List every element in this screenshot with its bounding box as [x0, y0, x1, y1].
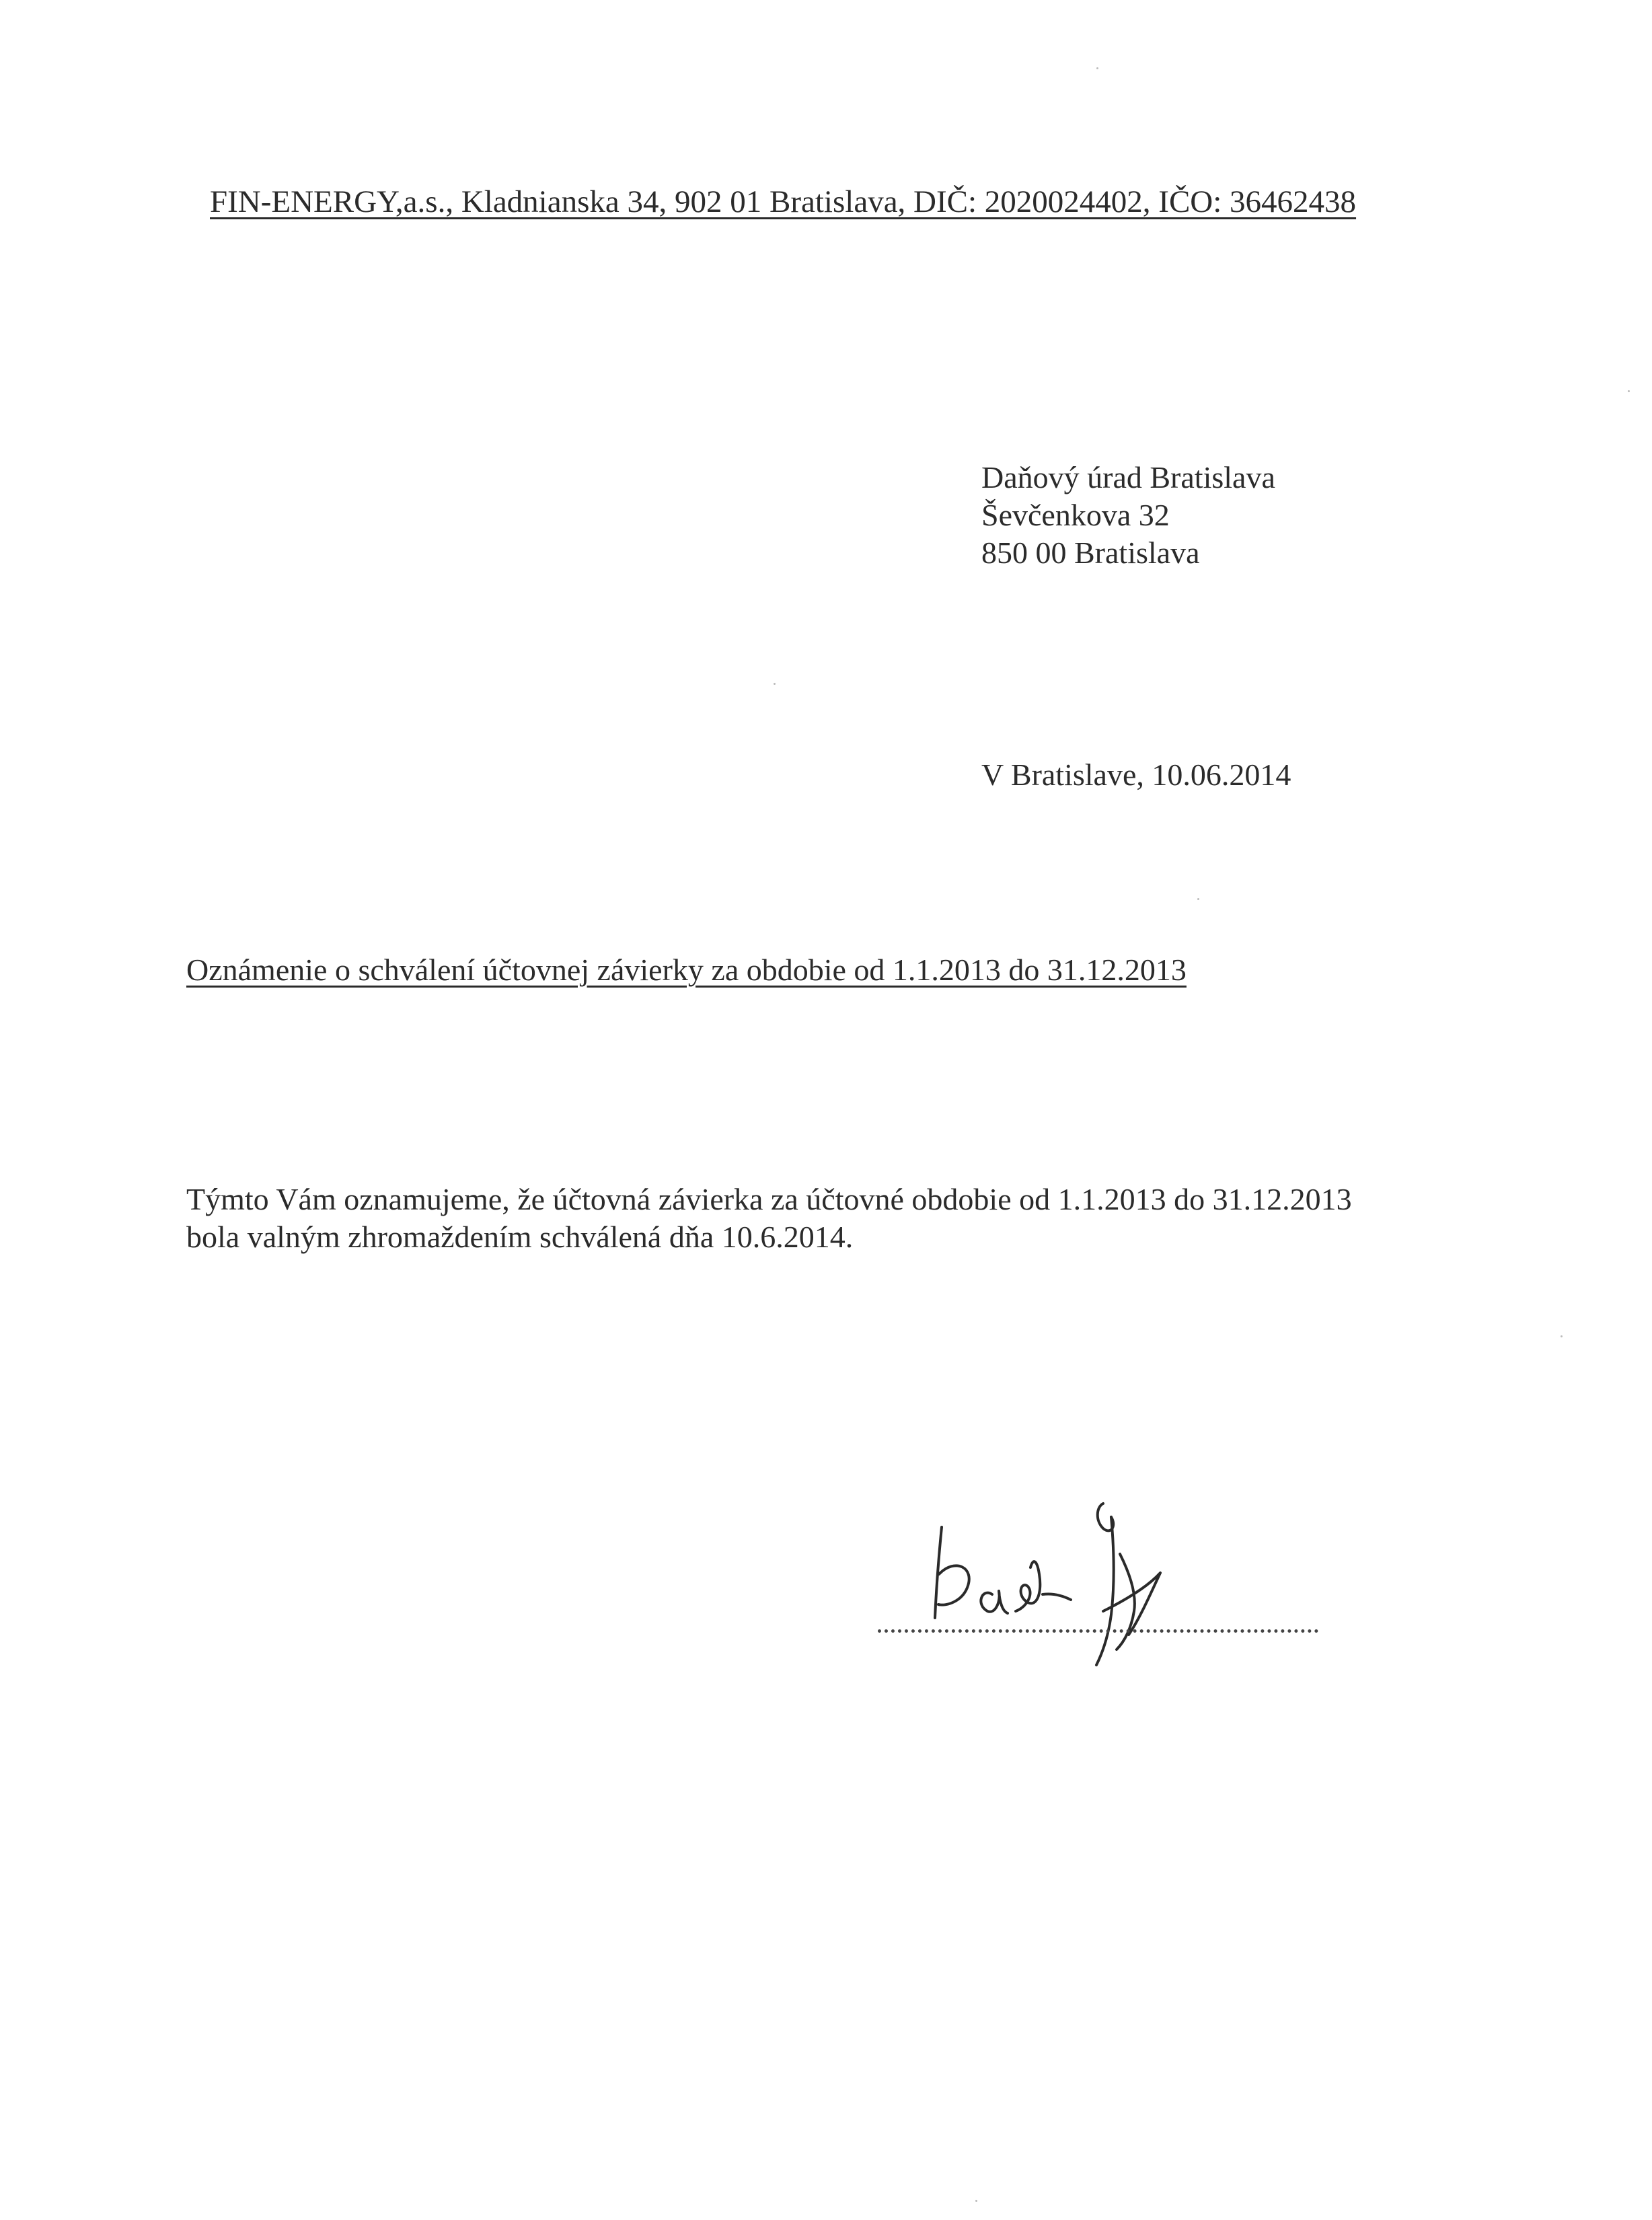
scan-speck	[1561, 1335, 1563, 1337]
handwritten-signature	[874, 1493, 1345, 1668]
recipient-line-street: Ševčenkova 32	[981, 498, 1170, 532]
place-date: V Bratislave, 10.06.2014	[981, 757, 1291, 792]
scan-speck	[774, 683, 776, 685]
recipient-line-name: Daňový úrad Bratislava	[981, 460, 1275, 494]
recipient-address	[981, 459, 1275, 572]
scan-speck	[1197, 898, 1199, 900]
body-line-2: bola valným zhromaždením schválená dňa 10.6.2014.	[186, 1220, 854, 1254]
scan-speck	[1628, 390, 1630, 392]
scan-speck	[975, 2200, 977, 2202]
letterhead: FIN-ENERGY,a.s., Kladnianska 34, 902 01 Bratislava, DIČ: 2020024402, IČO: 36462438	[210, 184, 1357, 219]
body-paragraph	[186, 1181, 1498, 1256]
subject-line: Oznámenie o schválení účtovnej závierky za obdobie od 1.1.2013 do 31.12.2013	[186, 953, 1187, 987]
signature-block	[874, 1493, 1345, 1668]
scan-speck	[1096, 67, 1098, 69]
body-line-1: Týmto Vám oznamujeme, že účtovná závierka za účtovné obdobie od 1.1.2013 do 31.12.2013	[186, 1182, 1352, 1216]
signature-dotted-line	[878, 1629, 1318, 1633]
recipient-line-city: 850 00 Bratislava	[981, 535, 1200, 570]
